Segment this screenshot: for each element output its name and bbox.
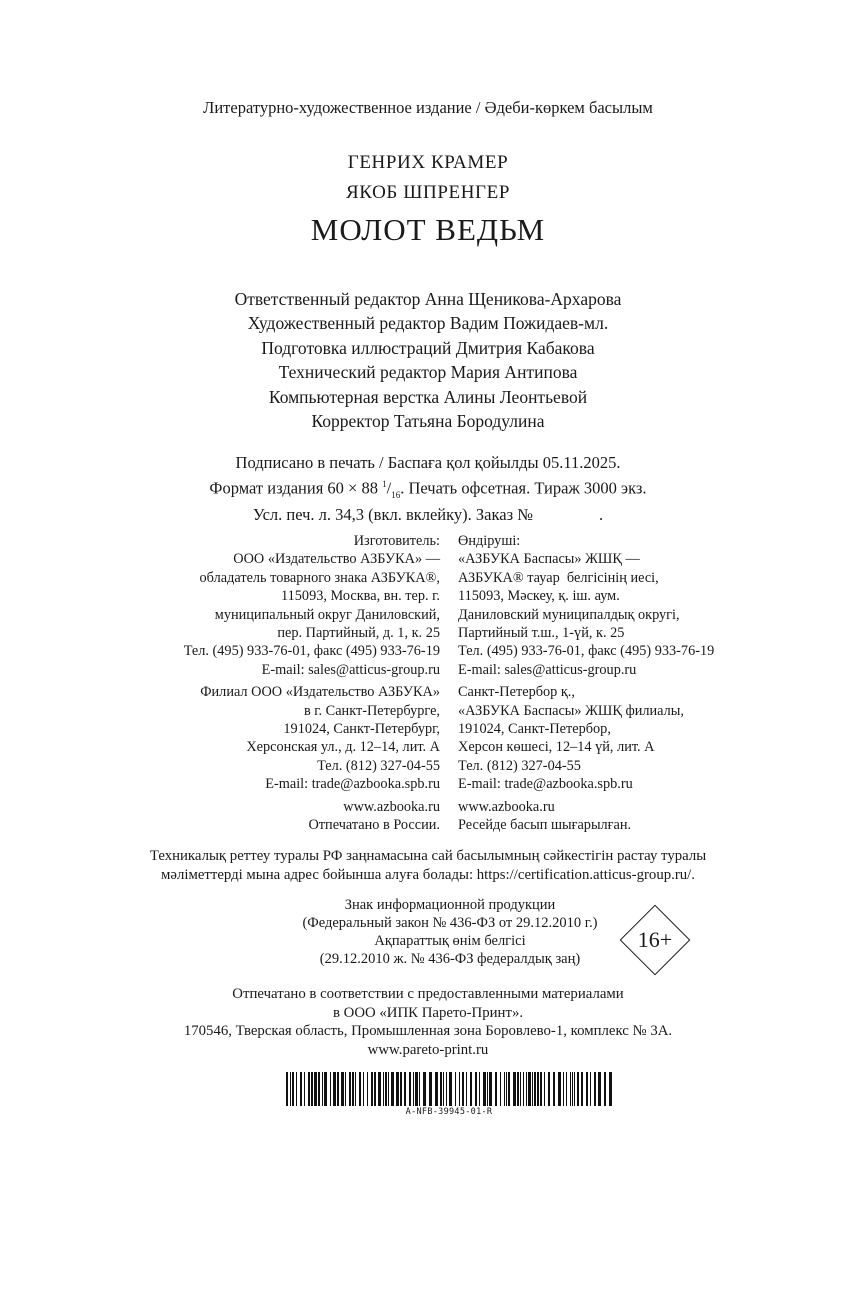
text-line: 115093, Москва, вн. тер. г. (281, 588, 440, 605)
text-line: Тел. (812) 327-04-55 (458, 757, 581, 774)
text-line: пер. Партийный, д. 1, к. 25 (277, 625, 440, 642)
barcode-code: A-NFB-39945-01-R (405, 1107, 493, 1117)
manufacturer-ru-spb (184, 683, 440, 793)
text-line: Ресейде басып шығарылған. (458, 817, 632, 834)
credit-line: Компьютерная верстка Алины Леонтьевой (268, 386, 588, 407)
text-line: «АЗБУКА Баспасы» ЖШҚ — (458, 551, 640, 568)
manufacturer-ru (184, 532, 440, 839)
credit-line: Художественный редактор Вадим Пожидаев-мл. (247, 313, 609, 334)
credit-line: Подготовка иллюстраций Дмитрия Кабакова (261, 337, 595, 358)
author-name: ЯКОБ ШПРЕНГЕР (346, 182, 510, 203)
text-line: 170546, Тверская область, Промышленная зона Боровлево-1, комплекс № 3А. (183, 1023, 673, 1039)
text-line: Тел. (495) 933-76-01, факс (495) 933-76-19 (183, 643, 440, 660)
text-line: в г. Санкт-Петербурге, (303, 702, 440, 719)
age-sign-text (280, 896, 620, 968)
text-line: 115093, Мәскеу, қ. іш. аум. (458, 588, 620, 605)
text-line: E-mail: sales@atticus-group.ru (261, 661, 440, 678)
text-line: Ақпараттық өнім белгісі (374, 933, 526, 949)
text-line: Херсонская ул., д. 12–14, лит. А (246, 739, 440, 756)
text-line: 191024, Санкт-Петербор, (458, 721, 611, 738)
text-line: ООО «Издательство АЗБУКА» — (233, 551, 440, 568)
format-prefix: Формат издания 60 × 88 (209, 478, 383, 497)
book-title: МОЛОТ ВЕДЬМ (310, 212, 546, 247)
text-line: Өндіруші: (458, 533, 521, 549)
text-line: АЗБУКА® тауар белгісінің иесі, (458, 569, 659, 586)
text-line: Херсон көшесі, 12–14 үй, лит. А (458, 739, 655, 756)
author-name: ГЕНРИХ КРАМЕР (347, 152, 509, 173)
text-line: (Федеральный закон № 436-ФЗ от 29.12.2010 г.) (302, 915, 598, 931)
certification-note (0, 847, 856, 884)
text-line: Тел. (812) 327-04-55 (317, 757, 440, 774)
text-line: Филиал ООО «Издательство АЗБУКА» (200, 684, 440, 701)
manufacturer-kz-web (458, 798, 714, 835)
barcode-icon (286, 1072, 612, 1106)
text-line: Даниловский муниципалдық округі, (458, 606, 680, 623)
credit-line: Корректор Татьяна Бородулина (311, 411, 545, 432)
text-line: E-mail: sales@atticus-group.ru (458, 661, 637, 678)
genre-line: Литературно-художественное издание / Әдеби-көркем басылым (203, 98, 653, 117)
format-line (0, 474, 856, 505)
format-suffix: . Печать офсетная. Тираж 3000 экз. (400, 478, 647, 497)
format-slash: / (386, 478, 392, 497)
text-line: обладатель товарного знака АЗБУКА®, (199, 569, 440, 586)
manufacturer-kz-spb (458, 683, 714, 793)
manufacturer-kz-moscow (458, 532, 714, 679)
text-line: Изготовитель: (353, 533, 440, 549)
text-line: Санкт-Петербор қ., (458, 684, 575, 701)
text-line: 191024, Санкт-Петербург, (283, 721, 440, 738)
text-line: мәліметтерді мына адрес бойынша алуға болады: https://certification.atticus-group.ru/. (161, 866, 695, 883)
text-line: Техникалық реттеу туралы РФ заңнамасына сай басылымның сәйкестігін растау туралы (149, 848, 707, 864)
manufacturer-ru-moscow (184, 532, 440, 679)
text-line: www.pareto-print.ru (367, 1041, 489, 1058)
format-sub: 16 (391, 489, 401, 500)
sheets-line: Усл. печ. л. 34,3 (вкл. вклейку). Заказ № . (252, 504, 604, 524)
manufacturer-kz (458, 532, 714, 839)
text-line: в ООО «ИПК Парето-Принт». (332, 1004, 524, 1021)
signed-line: Подписано в печать / Баспаға қол қойылды 05.11.2025. (235, 453, 621, 472)
text-line: E-mail: trade@azbooka.spb.ru (265, 776, 440, 793)
text-line: Партийный т.ш., 1-үй, к. 25 (458, 625, 625, 642)
text-line: E-mail: trade@azbooka.spb.ru (458, 776, 633, 793)
text-line: муниципальный округ Даниловский, (214, 606, 440, 623)
text-line: www.azbooka.ru (343, 798, 440, 815)
text-line: (29.12.2010 ж. № 436-ФЗ федералдық заң) (319, 951, 581, 967)
text-line: Отпечатано в соответствии с предоставленными материалами (232, 986, 624, 1002)
credit-line: Технический редактор Мария Антипова (278, 362, 578, 383)
format-sup: 1 (382, 478, 387, 489)
text-line: «АЗБУКА Баспасы» ЖШҚ филиалы, (458, 702, 684, 719)
age-rating-label: 16+ (637, 927, 673, 952)
manufacturer-ru-web (184, 798, 440, 835)
text-line: Знак информационной продукции (344, 897, 556, 913)
text-line: Тел. (495) 933-76-01, факс (495) 933-76-19 (458, 643, 715, 660)
credit-line: Ответственный редактор Анна Щеникова-Архарова (234, 289, 622, 309)
text-line: Отпечатано в России. (308, 817, 440, 834)
age-rating-badge (620, 905, 690, 975)
text-line: www.azbooka.ru (458, 798, 555, 815)
credits-block (0, 287, 856, 433)
print-info (0, 453, 856, 525)
printer-info (0, 985, 856, 1059)
